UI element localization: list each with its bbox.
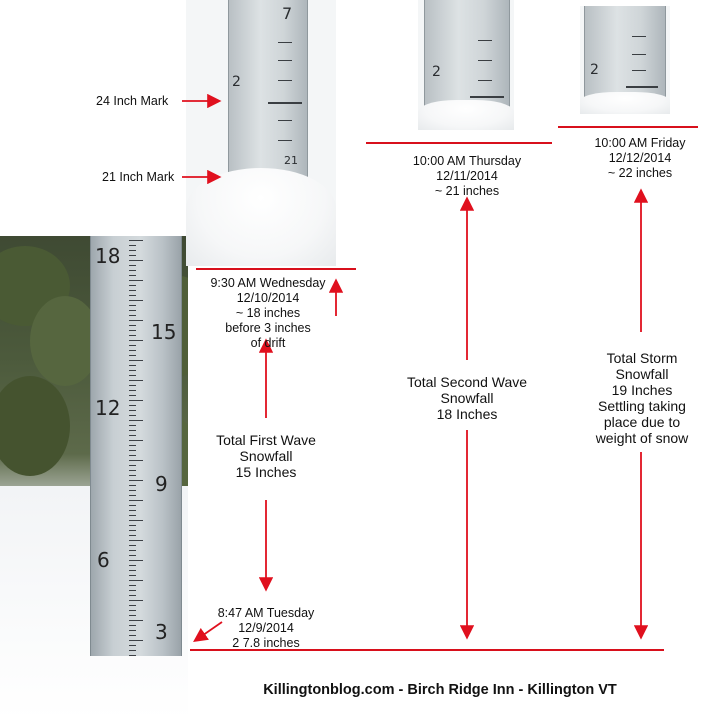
total-subtitle: Snowfall [440,390,494,406]
stake-digit: 2 [232,74,241,90]
stake-number: 18 [95,244,121,268]
reading-time: 9:30 AM Wednesday [210,276,326,290]
reading-time: 10:00 AM Friday [594,136,686,150]
thursday-reading [396,154,538,199]
stake-digit: 7 [282,4,293,23]
total-note: Settling taking [598,398,686,414]
reading-depth: 2 7.8 inches [232,636,300,650]
stake-number: 3 [155,620,168,644]
total-title: Total First Wave [216,432,316,448]
total-title: Total Second Wave [406,374,528,390]
total-value: 19 Inches [611,382,673,398]
first-wave-total [196,432,336,480]
reading-depth: ~ 21 inches [434,184,500,198]
mark-21-label: 21 Inch Mark [102,170,175,184]
stake-number: 9 [155,472,168,496]
tuesday-reading [196,606,336,651]
stake-digit: 2 [590,62,599,78]
wednesday-reading [196,276,340,351]
total-title: Total Storm [606,350,678,366]
total-subtitle: Snowfall [615,366,669,382]
reading-time: 10:00 AM Thursday [412,154,522,168]
stake-number: 6 [97,548,110,572]
total-value: 15 Inches [235,464,297,480]
reading-note: before 3 inches [225,321,311,335]
total-note: place due to [603,414,681,430]
mark-24-label: 24 Inch Mark [96,94,169,108]
total-value: 18 Inches [436,406,498,422]
reading-date: 12/9/2014 [238,621,294,635]
stake-digit: 2 [432,64,441,80]
reading-depth: ~ 22 inches [607,166,673,180]
reading-date: 12/12/2014 [608,151,672,165]
friday-reading [570,136,710,181]
reading-time: 8:47 AM Tuesday [217,606,315,620]
total-note: weight of snow [595,430,689,446]
storm-total [572,350,712,446]
second-wave-total [396,374,538,422]
stake-number: 12 [95,396,121,420]
total-subtitle: Snowfall [239,448,293,464]
stake-number: 15 [151,320,177,344]
footer-credit: Killingtonblog.com - Birch Ridge Inn - Killington VT [263,682,617,698]
reading-date: 12/10/2014 [236,291,300,305]
reading-note: of drift [250,336,286,350]
reading-depth: ~ 18 inches [235,306,301,320]
reading-date: 12/11/2014 [436,169,498,183]
stake-digit: 21 [284,154,298,167]
